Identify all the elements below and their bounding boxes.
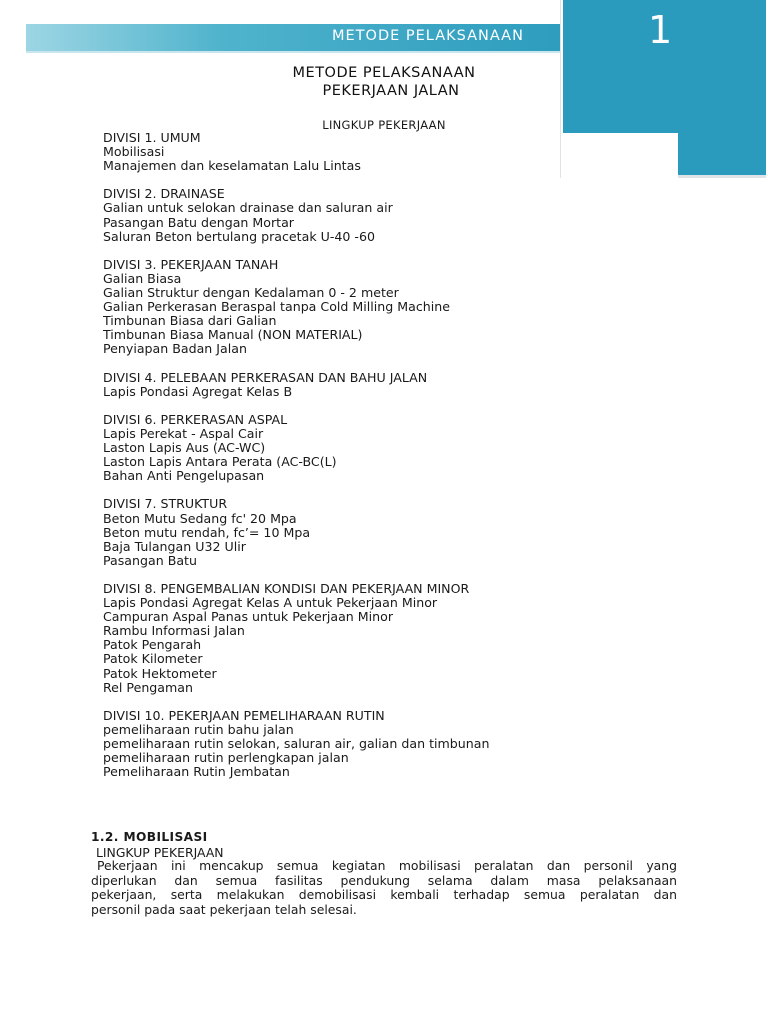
work-item: Patok Pengarah bbox=[103, 637, 202, 653]
paragraph-line: diperlukan dan semua fasilitas pendukung selama dalam masa pelaksanaan bbox=[91, 872, 677, 888]
work-item: Galian untuk selokan drainase dan saluran air bbox=[103, 200, 393, 216]
work-item: Manajemen dan keselamatan Lalu Lintas bbox=[103, 158, 361, 174]
paragraph-line: personil pada saat pekerjaan telah selesai. bbox=[91, 901, 357, 917]
work-item: Patok Kilometer bbox=[103, 651, 203, 667]
scope-heading: LINGKUP PEKERJAAN bbox=[322, 118, 446, 132]
division-heading: DIVISI 3. PEKERJAAN TANAH bbox=[103, 256, 279, 272]
work-item: Rambu Informasi Jalan bbox=[103, 623, 245, 639]
section-heading: 1.2. MOBILISASI bbox=[91, 830, 208, 844]
division-heading: DIVISI 1. UMUM bbox=[103, 130, 201, 145]
outline-spacer bbox=[103, 568, 563, 582]
work-item: Timbunan Biasa Manual (NON MATERIAL) bbox=[103, 327, 363, 343]
work-item: Pasangan Batu bbox=[103, 552, 197, 568]
division-heading: DIVISI 10. PEKERJAAN PEMELIHARAAN RUTIN bbox=[103, 707, 385, 723]
outline-spacer bbox=[103, 173, 563, 187]
work-item: Pemeliharaan Rutin Jembatan bbox=[103, 764, 290, 780]
work-item: Beton mutu rendah, fc’= 10 Mpa bbox=[103, 524, 311, 540]
work-item: pemeliharaan rutin bahu jalan bbox=[103, 721, 294, 737]
work-item: Baja Tulangan U32 Ulir bbox=[103, 538, 246, 554]
document-title-line1: METODE PELAKSANAAN bbox=[292, 65, 476, 81]
work-item: Timbunan Biasa dari Galian bbox=[103, 313, 277, 329]
paragraph-line: pekerjaan, serta melakukan demobilisasi kembali terhadap semua peralatan dan bbox=[91, 887, 677, 903]
document-title-line2-text: PEKERJAAN JALAN bbox=[322, 83, 460, 99]
work-item: Galian Struktur dengan Kedalaman 0 - 2 meter bbox=[103, 285, 399, 301]
page-number: 1 bbox=[648, 8, 673, 52]
section-subheading: LINGKUP PEKERJAAN bbox=[96, 845, 224, 860]
work-item: Galian Biasa bbox=[103, 270, 182, 286]
work-item: Laston Lapis Aus (AC-WC) bbox=[103, 440, 266, 456]
work-item: Beton Mutu Sedang fc' 20 Mpa bbox=[103, 510, 297, 526]
work-item: Lapis Pondasi Agregat Kelas B bbox=[103, 383, 293, 399]
work-item: Bahan Anti Pengelupasan bbox=[103, 468, 265, 484]
division-heading: DIVISI 6. PERKERASAN ASPAL bbox=[103, 411, 288, 427]
page-number-box-cutout bbox=[561, 133, 678, 178]
outline-spacer bbox=[103, 483, 563, 497]
work-item: Penyiapan Badan Jalan bbox=[103, 341, 247, 357]
document-title-line2 bbox=[0, 83, 768, 99]
outline-spacer bbox=[103, 695, 563, 709]
work-item: Saluran Beton bertulang pracetak U-40 -60 bbox=[103, 228, 375, 244]
paragraph-line: Pekerjaan ini mencakup semua kegiatan mobilisasi peralatan dan personil yang bbox=[97, 858, 677, 873]
work-item: Lapis Pondasi Agregat Kelas A untuk Pekerjaan Minor bbox=[103, 595, 438, 611]
outline-spacer bbox=[103, 244, 563, 258]
work-item: Rel Pengaman bbox=[103, 679, 193, 695]
header-bar bbox=[26, 24, 586, 53]
work-scope-outline bbox=[103, 131, 563, 779]
outline-spacer bbox=[103, 399, 563, 413]
work-item: Patok Hektometer bbox=[103, 665, 217, 681]
work-item: Lapis Perekat - Aspal Cair bbox=[103, 425, 264, 441]
division-heading: DIVISI 8. PENGEMBALIAN KONDISI DAN PEKERJAAN MINOR bbox=[103, 581, 470, 596]
work-item: Mobilisasi bbox=[103, 144, 165, 160]
work-item: pemeliharaan rutin perlengkapan jalan bbox=[103, 750, 349, 766]
division-heading: DIVISI 7. STRUKTUR bbox=[103, 496, 228, 512]
header-title: METODE PELAKSANAAN bbox=[332, 28, 524, 44]
work-item: Campuran Aspal Panas untuk Pekerjaan Minor bbox=[103, 609, 394, 625]
outline-spacer bbox=[103, 357, 563, 371]
work-item: Galian Perkerasan Beraspal tanpa Cold Milling Machine bbox=[103, 299, 450, 315]
section-paragraph bbox=[91, 859, 677, 917]
work-item: Pasangan Batu dengan Mortar bbox=[103, 214, 294, 230]
work-item: pemeliharaan rutin selokan, saluran air, galian dan timbunan bbox=[103, 736, 490, 752]
division-heading: DIVISI 2. DRAINASE bbox=[103, 186, 225, 202]
work-item: Laston Lapis Antara Perata (AC-BC(L) bbox=[103, 454, 337, 470]
division-heading: DIVISI 4. PELEBAAN PERKERASAN DAN BAHU JALAN bbox=[103, 369, 428, 385]
